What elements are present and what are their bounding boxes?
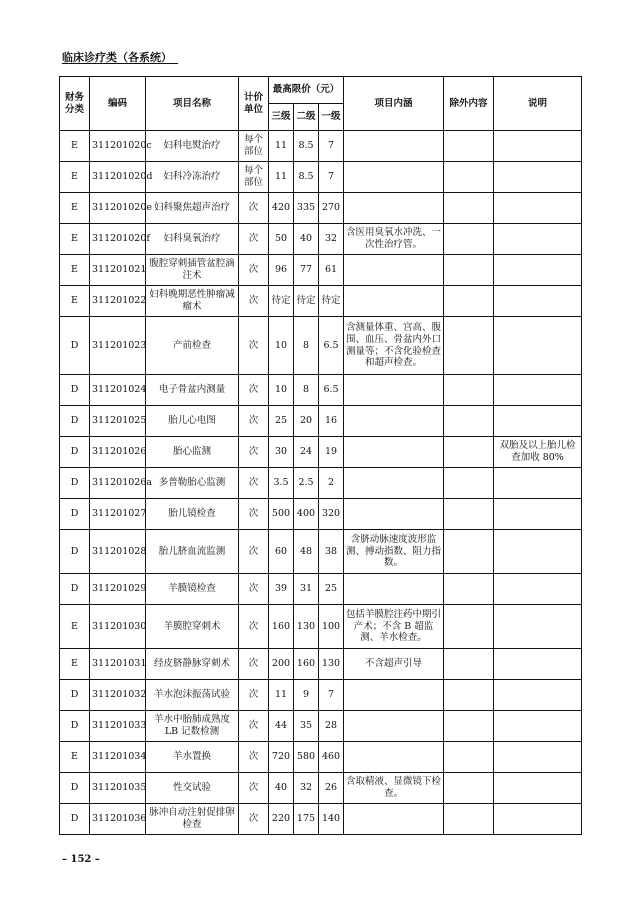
cell-price-level2: 9 <box>294 680 319 711</box>
cell-code: 311201027 <box>90 499 146 530</box>
cell-unit: 次 <box>239 804 269 835</box>
cell-code: 311201031 <box>90 649 146 680</box>
cell-price-level3: 10 <box>269 317 294 375</box>
cell-unit: 每个部位 <box>239 162 269 193</box>
cell-exclusion <box>444 711 494 742</box>
cell-name: 羊水置换 <box>146 742 239 773</box>
cell-code: 311201020c <box>90 131 146 162</box>
cell-name: 经皮脐静脉穿刺术 <box>146 649 239 680</box>
cell-exclusion <box>444 131 494 162</box>
cell-exclusion <box>444 649 494 680</box>
header-max-price: 最高限价（元） <box>269 77 344 104</box>
cell-content: 包括羊膜腔注药中期引产术；不含 B 超监测、羊水检查。 <box>344 605 444 649</box>
cell-code: 311201021 <box>90 255 146 286</box>
cell-price-level3: 160 <box>269 605 294 649</box>
cell-unit: 次 <box>239 680 269 711</box>
cell-name: 妇科冷冻治疗 <box>146 162 239 193</box>
cell-category: E <box>60 255 90 286</box>
table-row <box>60 162 582 193</box>
cell-name: 产前检查 <box>146 317 239 375</box>
cell-price-level3: 待定 <box>269 286 294 317</box>
cell-exclusion <box>444 468 494 499</box>
cell-price-level1: 100 <box>319 605 344 649</box>
cell-note <box>494 680 582 711</box>
table-row <box>60 286 582 317</box>
cell-content <box>344 804 444 835</box>
cell-code: 311201024 <box>90 375 146 406</box>
cell-note <box>494 255 582 286</box>
cell-price-level2: 48 <box>294 530 319 574</box>
cell-code: 311201022 <box>90 286 146 317</box>
cell-name: 多普勒胎心监测 <box>146 468 239 499</box>
cell-price-level3: 200 <box>269 649 294 680</box>
cell-exclusion <box>444 317 494 375</box>
cell-name: 妇科臭氧治疗 <box>146 224 239 255</box>
cell-price-level3: 39 <box>269 574 294 605</box>
cell-price-level1: 270 <box>319 193 344 224</box>
header-level3: 三级 <box>269 104 294 131</box>
cell-category: D <box>60 317 90 375</box>
cell-category: D <box>60 468 90 499</box>
cell-price-level1: 待定 <box>319 286 344 317</box>
cell-content <box>344 711 444 742</box>
table-row <box>60 224 582 255</box>
cell-category: E <box>60 605 90 649</box>
cell-price-level1: 6.5 <box>319 375 344 406</box>
cell-exclusion <box>444 406 494 437</box>
header-category: 财务分类 <box>60 77 90 131</box>
cell-content: 含取精液、显微镜下检查。 <box>344 773 444 804</box>
cell-price-level2: 8 <box>294 317 319 375</box>
cell-price-level1: 7 <box>319 131 344 162</box>
cell-note <box>494 224 582 255</box>
cell-price-level2: 31 <box>294 574 319 605</box>
cell-category: D <box>60 804 90 835</box>
cell-exclusion <box>444 499 494 530</box>
cell-price-level3: 50 <box>269 224 294 255</box>
cell-content <box>344 406 444 437</box>
cell-price-level3: 500 <box>269 499 294 530</box>
cell-content <box>344 499 444 530</box>
cell-content <box>344 255 444 286</box>
cell-unit: 次 <box>239 286 269 317</box>
cell-price-level2: 8 <box>294 375 319 406</box>
cell-unit: 次 <box>239 711 269 742</box>
cell-price-level1: 7 <box>319 680 344 711</box>
cell-code: 311201029 <box>90 574 146 605</box>
cell-name: 羊膜腔穿刺术 <box>146 605 239 649</box>
cell-unit: 次 <box>239 649 269 680</box>
cell-price-level1: 32 <box>319 224 344 255</box>
cell-content <box>344 193 444 224</box>
cell-price-level2: 77 <box>294 255 319 286</box>
cell-content <box>344 131 444 162</box>
cell-price-level2: 8.5 <box>294 162 319 193</box>
cell-price-level1: 320 <box>319 499 344 530</box>
cell-price-level1: 130 <box>319 649 344 680</box>
cell-note <box>494 499 582 530</box>
cell-category: D <box>60 499 90 530</box>
cell-unit: 次 <box>239 742 269 773</box>
cell-category: D <box>60 406 90 437</box>
cell-price-level1: 6.5 <box>319 317 344 375</box>
cell-price-level1: 26 <box>319 773 344 804</box>
cell-unit: 次 <box>239 375 269 406</box>
cell-category: D <box>60 437 90 468</box>
cell-code: 311201036 <box>90 804 146 835</box>
cell-note <box>494 804 582 835</box>
cell-note <box>494 649 582 680</box>
cell-code: 311201026a <box>90 468 146 499</box>
cell-note <box>494 286 582 317</box>
table-row <box>60 437 582 468</box>
cell-unit: 次 <box>239 193 269 224</box>
cell-price-level1: 61 <box>319 255 344 286</box>
cell-code: 311201032 <box>90 680 146 711</box>
cell-unit: 次 <box>239 317 269 375</box>
cell-unit: 次 <box>239 406 269 437</box>
cell-category: D <box>60 375 90 406</box>
cell-price-level2: 160 <box>294 649 319 680</box>
cell-note <box>494 711 582 742</box>
cell-note <box>494 162 582 193</box>
fee-table-body <box>60 131 582 835</box>
cell-unit: 次 <box>239 605 269 649</box>
cell-unit: 次 <box>239 574 269 605</box>
cell-code: 311201030 <box>90 605 146 649</box>
header-level1: 一级 <box>319 104 344 131</box>
cell-content: 含测量体重、宫高、腹围、血压、骨盆内外口测量等；不含化验检查和超声检查。 <box>344 317 444 375</box>
cell-price-level3: 220 <box>269 804 294 835</box>
header-content: 项目内涵 <box>344 77 444 131</box>
cell-price-level2: 20 <box>294 406 319 437</box>
cell-exclusion <box>444 375 494 406</box>
cell-price-level2: 175 <box>294 804 319 835</box>
cell-price-level3: 11 <box>269 131 294 162</box>
table-row <box>60 375 582 406</box>
cell-note <box>494 773 582 804</box>
cell-note <box>494 468 582 499</box>
cell-name: 胎心监测 <box>146 437 239 468</box>
cell-price-level2: 8.5 <box>294 131 319 162</box>
cell-code: 311201020d <box>90 162 146 193</box>
cell-note <box>494 406 582 437</box>
header-exclusion: 除外内容 <box>444 77 494 131</box>
cell-price-level1: 28 <box>319 711 344 742</box>
cell-name: 腹腔穿刺插管盆腔滴注术 <box>146 255 239 286</box>
cell-exclusion <box>444 437 494 468</box>
cell-name: 羊膜镜检查 <box>146 574 239 605</box>
cell-unit: 次 <box>239 773 269 804</box>
cell-exclusion <box>444 574 494 605</box>
cell-category: D <box>60 680 90 711</box>
cell-exclusion <box>444 255 494 286</box>
cell-content <box>344 742 444 773</box>
cell-unit: 次 <box>239 530 269 574</box>
cell-exclusion <box>444 193 494 224</box>
cell-unit: 次 <box>239 255 269 286</box>
cell-price-level1: 7 <box>319 162 344 193</box>
cell-unit: 次 <box>239 468 269 499</box>
cell-content: 含医用臭氧水冲洗、一次性治疗管。 <box>344 224 444 255</box>
table-row <box>60 468 582 499</box>
cell-category: E <box>60 162 90 193</box>
cell-note <box>494 530 582 574</box>
cell-code: 311201035 <box>90 773 146 804</box>
cell-name: 胎儿镜检查 <box>146 499 239 530</box>
cell-price-level3: 11 <box>269 680 294 711</box>
table-row <box>60 773 582 804</box>
cell-price-level3: 44 <box>269 711 294 742</box>
cell-name: 电子骨盆内测量 <box>146 375 239 406</box>
cell-price-level3: 720 <box>269 742 294 773</box>
cell-unit: 次 <box>239 499 269 530</box>
cell-price-level2: 35 <box>294 711 319 742</box>
cell-price-level2: 2.5 <box>294 468 319 499</box>
cell-code: 311201023 <box>90 317 146 375</box>
cell-category: E <box>60 193 90 224</box>
table-row <box>60 317 582 375</box>
cell-note <box>494 317 582 375</box>
header-unit: 计价单位 <box>239 77 269 131</box>
cell-exclusion <box>444 773 494 804</box>
table-row <box>60 711 582 742</box>
cell-note <box>494 375 582 406</box>
cell-price-level3: 25 <box>269 406 294 437</box>
cell-category: E <box>60 286 90 317</box>
cell-category: D <box>60 711 90 742</box>
header-code: 编码 <box>90 77 146 131</box>
cell-price-level1: 38 <box>319 530 344 574</box>
cell-exclusion <box>444 680 494 711</box>
table-row <box>60 605 582 649</box>
cell-name: 妇科晚期恶性肿瘤减瘤术 <box>146 286 239 317</box>
cell-unit: 每个部位 <box>239 131 269 162</box>
cell-name: 胎儿脐血流监测 <box>146 530 239 574</box>
cell-name: 妇科聚焦超声治疗 <box>146 193 239 224</box>
cell-exclusion <box>444 742 494 773</box>
cell-category: E <box>60 742 90 773</box>
cell-category: D <box>60 773 90 804</box>
section-title-underline <box>62 63 178 64</box>
fee-table <box>59 76 582 835</box>
cell-exclusion <box>444 286 494 317</box>
cell-content <box>344 437 444 468</box>
table-row <box>60 131 582 162</box>
cell-price-level2: 待定 <box>294 286 319 317</box>
cell-price-level2: 24 <box>294 437 319 468</box>
cell-price-level2: 32 <box>294 773 319 804</box>
cell-price-level2: 40 <box>294 224 319 255</box>
cell-price-level2: 580 <box>294 742 319 773</box>
cell-content <box>344 162 444 193</box>
cell-price-level3: 3.5 <box>269 468 294 499</box>
cell-price-level3: 60 <box>269 530 294 574</box>
cell-price-level3: 10 <box>269 375 294 406</box>
cell-note <box>494 605 582 649</box>
cell-price-level2: 400 <box>294 499 319 530</box>
table-row <box>60 680 582 711</box>
cell-name: 性交试验 <box>146 773 239 804</box>
table-row <box>60 193 582 224</box>
cell-exclusion <box>444 530 494 574</box>
section-title: 临床诊疗类（各系统） <box>62 51 172 64</box>
cell-note: 双胎及以上胎儿检查加收 80% <box>494 437 582 468</box>
header-note: 说明 <box>494 77 582 131</box>
cell-content <box>344 680 444 711</box>
cell-price-level3: 11 <box>269 162 294 193</box>
cell-price-level1: 2 <box>319 468 344 499</box>
cell-price-level2: 130 <box>294 605 319 649</box>
cell-unit: 次 <box>239 224 269 255</box>
cell-content <box>344 375 444 406</box>
cell-code: 311201033 <box>90 711 146 742</box>
cell-note <box>494 131 582 162</box>
cell-note <box>494 193 582 224</box>
table-row <box>60 406 582 437</box>
cell-price-level3: 420 <box>269 193 294 224</box>
page-number: – 152 – <box>62 854 100 865</box>
table-row <box>60 742 582 773</box>
cell-price-level1: 140 <box>319 804 344 835</box>
cell-note <box>494 574 582 605</box>
cell-price-level1: 460 <box>319 742 344 773</box>
cell-code: 311201026 <box>90 437 146 468</box>
table-row <box>60 804 582 835</box>
cell-price-level3: 96 <box>269 255 294 286</box>
cell-code: 311201020e <box>90 193 146 224</box>
cell-name: 脉冲自动注射促排卵检查 <box>146 804 239 835</box>
table-row <box>60 649 582 680</box>
cell-category: E <box>60 224 90 255</box>
cell-exclusion <box>444 804 494 835</box>
cell-category: E <box>60 131 90 162</box>
cell-exclusion <box>444 605 494 649</box>
cell-price-level1: 16 <box>319 406 344 437</box>
cell-note <box>494 742 582 773</box>
cell-content <box>344 574 444 605</box>
cell-code: 311201028 <box>90 530 146 574</box>
cell-content: 含脐动脉速度波形监测、搏动指数、阻力指数。 <box>344 530 444 574</box>
cell-unit: 次 <box>239 437 269 468</box>
cell-price-level3: 30 <box>269 437 294 468</box>
cell-price-level1: 19 <box>319 437 344 468</box>
header-level2: 二级 <box>294 104 319 131</box>
cell-name: 胎儿心电图 <box>146 406 239 437</box>
cell-code: 311201025 <box>90 406 146 437</box>
cell-content <box>344 468 444 499</box>
cell-category: D <box>60 530 90 574</box>
cell-content: 不含超声引导 <box>344 649 444 680</box>
table-row <box>60 255 582 286</box>
cell-name: 羊水中胎肺成熟度LB 记数检测 <box>146 711 239 742</box>
cell-category: E <box>60 649 90 680</box>
cell-code: 311201034 <box>90 742 146 773</box>
cell-exclusion <box>444 224 494 255</box>
cell-content <box>344 286 444 317</box>
cell-category: D <box>60 574 90 605</box>
cell-price-level1: 25 <box>319 574 344 605</box>
table-row <box>60 574 582 605</box>
cell-price-level2: 335 <box>294 193 319 224</box>
table-row <box>60 499 582 530</box>
table-row <box>60 530 582 574</box>
cell-code: 311201020f <box>90 224 146 255</box>
cell-exclusion <box>444 162 494 193</box>
cell-name: 羊水泡沫振荡试验 <box>146 680 239 711</box>
header-name: 项目名称 <box>146 77 239 131</box>
cell-price-level3: 40 <box>269 773 294 804</box>
cell-name: 妇科电熨治疗 <box>146 131 239 162</box>
